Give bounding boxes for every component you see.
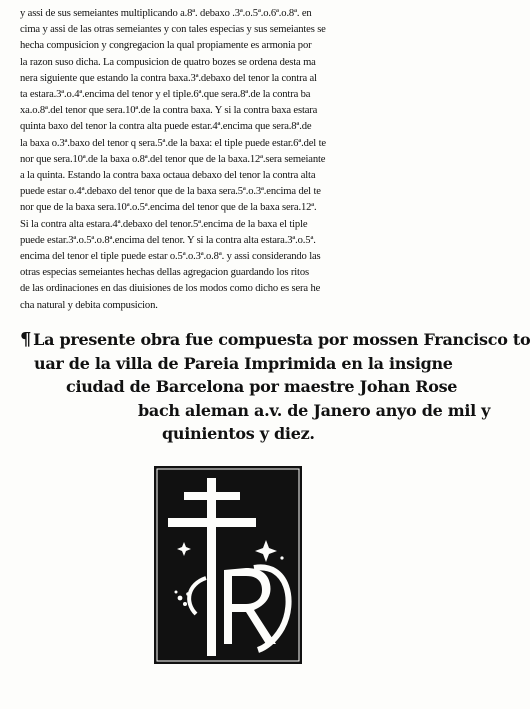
text-line: de las ordinaciones en das diuisiones de los modos como dicho es sera he: [20, 283, 321, 295]
text-line: Si la contra alta estara.4ª.debaxo del tenor.5ª.encima de la baxa el tiple: [20, 218, 308, 230]
colophon-line: [20, 328, 530, 352]
colophon-line: bach aleman a.v. de Janero anyo de mil y: [138, 400, 491, 420]
body-text: [20, 6, 444, 314]
printer-mark-icon: [154, 466, 302, 664]
text-line: y assi de sus semeiantes multiplicando a.8ª. debaxo .3ª.o.5ª.o.6ª.o.8ª. en: [20, 8, 312, 19]
text-line: xa.o.8ª.del tenor que sera.10ª.de la contra baxa. Y si la contra baxa estara: [20, 105, 318, 117]
colophon-line: ciudad de Barcelona por maestre Johan Rose: [66, 377, 458, 396]
text-line: puede estar.3ª.o.5ª.o.8ª.encima del tenor. Y si la contra alta estara.3ª.o.5ª.: [20, 234, 316, 246]
colophon-line: quinientos y diez.: [162, 424, 315, 443]
text-line: nor que de la baxa sera.10ª.o.5ª.encima del tenor que de la baxa sera.12ª.: [20, 202, 317, 214]
text-line: cha natural y debita compusicion.: [20, 299, 158, 311]
printer-mark-woodcut: [154, 466, 302, 664]
text-line: quinta baxo del tenor la contra alta puede estar.4ª.encima que sera.8ª.de: [20, 121, 312, 133]
text-line: nor que sera.10ª.de la baxa o.8ª.del tenor que de la baxa.12ª.sera semeiante: [20, 153, 326, 165]
pilcrow-icon: ¶: [20, 329, 32, 350]
text-line: ta estara.3ª.o.4ª.encima del tenor y el tiple.6ª.que sera.8ª.de la contra ba: [20, 89, 311, 101]
text-line: cima y assi de las otras semeiantes y con tales especias y sus semeiantes se: [20, 24, 326, 36]
text-line: la baxa o.3ª.baxo del tenor q sera.5ª.de la baxa: el tiple puede estar.6ª.del te: [20, 137, 326, 149]
colophon-text: La presente obra fue compuesta por mossen Francisco to: [33, 330, 530, 349]
text-line: hecha compusicion y congregacion la qual propiamente es armonia por: [20, 40, 312, 52]
text-line: la razon suso dicha. La compusicion de quatro bozes se ordena desta ma: [20, 56, 316, 68]
text-line: nera siguiente que estando la contra baxa.3ª.debaxo del tenor la contra al: [20, 72, 317, 84]
text-line: encima del tenor el tiple puede estar o.5ª.o.3ª.o.8ª. y assi considerando las: [20, 251, 321, 263]
text-line: a la quinta. Estando la contra baxa octaua debaxo del tenor la contra alta: [20, 170, 316, 182]
colophon: [20, 328, 530, 446]
colophon-line: uar de la villa de Pareia Imprimida en la insigne: [34, 353, 453, 373]
text-line: puede estar o.4ª.debaxo del tenor que de la baxa sera.5ª.o.3ª.encima del te: [20, 186, 321, 198]
text-line: otras especias semeiantes hechas dellas agregacion guardando los ritos: [20, 267, 309, 279]
